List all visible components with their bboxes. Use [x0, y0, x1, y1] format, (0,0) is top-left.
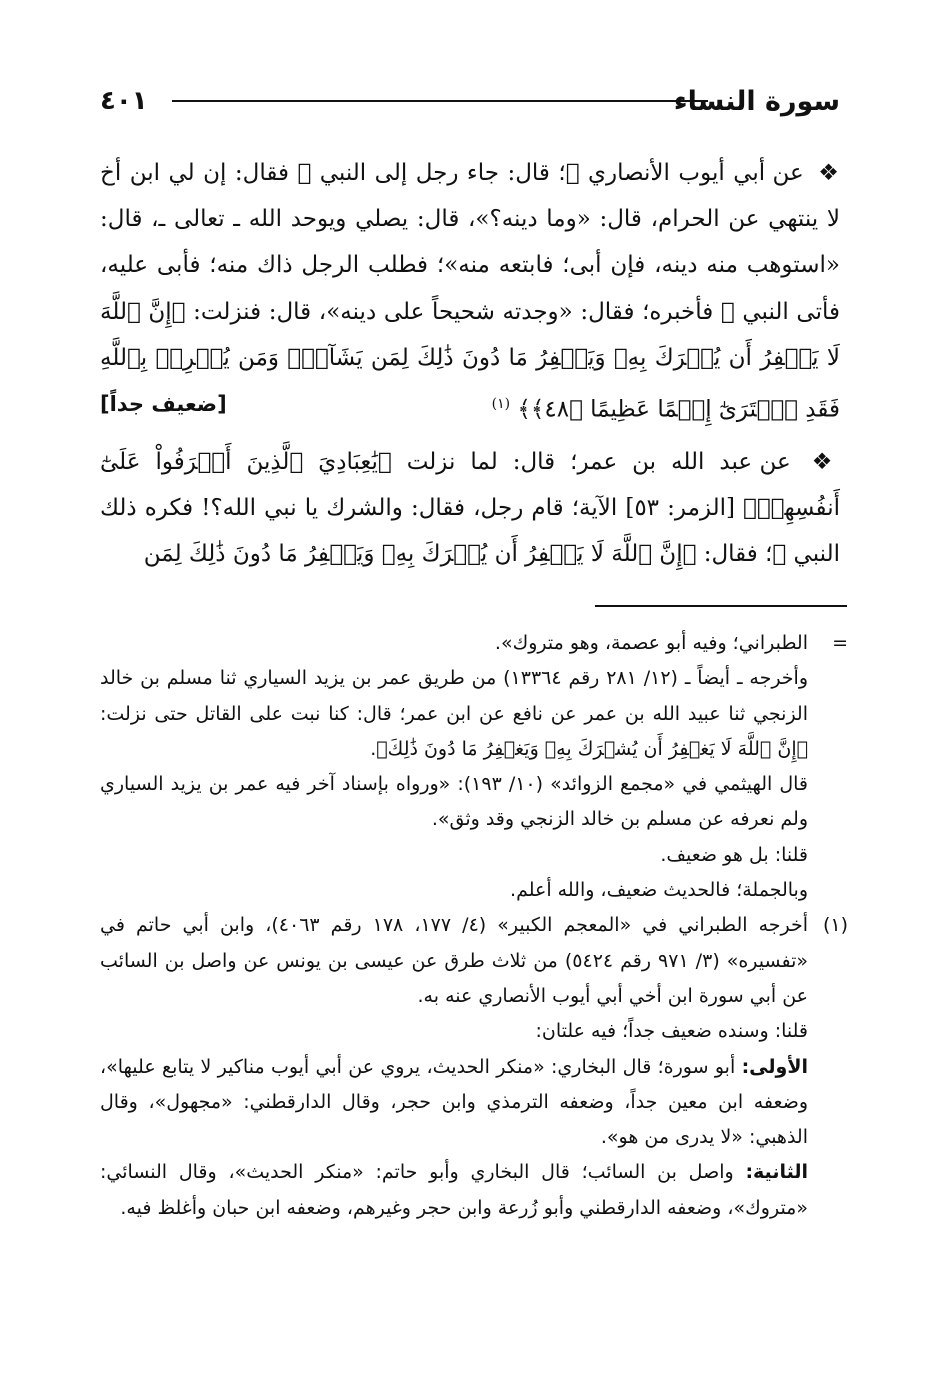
footnote-paragraph: وأخرجه ـ أيضاً ـ (١٢/ ٢٨١ رقم ١٣٣٦٤) من طريق عمر بن يزيد السياري ثنا مسلم بن خالد الزنجي ثنا عبيد الله بن عمر عن نافع عن ابن عمر؛ قال: كنا نبت على القاتل حتى نزلت: ﴿إِنَّ ٱللَّهَ لَا يَغۡفِرُ أَن يُشۡرَكَ بِهِۦ وَيَغۡفِرُ مَا دُونَ ذَٰلِكَ﴾.	[100, 667, 808, 760]
footnote-paragraph: أخرجه الطبراني في «المعجم الكبير» (٤/ ١٧٧، ١٧٨ رقم ٤٠٦٣)، وابن أبي حاتم في «تفسيره» (٣/ ٩٧١ رقم ٥٤٢٤) من ثلاث طرق عن عيسى بن يونس عن واصل بن السائب عن أبي سورة ابن أخي أبي أيوب الأنصاري عنه به.	[100, 914, 809, 1007]
hadith-text: عن عبد الله بن عمر؛ قال: لما نزلت ﴿يَٰعِبَادِيَ ٱلَّذِينَ أَسۡرَفُواْ عَلَىٰٓ أَنفُسِهِمۡ﴾ [الزمر: ٥٣] الآية؛ قام رجل، فقال: والشرك يا نبي الله؟! فكره ذلك النبي ﷺ؛ فقال: ﴿إِنَّ ٱللَّهَ لَا يَغۡفِرُ أَن يُشۡرَكَ بِهِۦ وَيَغۡفِرُ مَا دُونَ ذَٰلِكَ لِمَن	[100, 448, 840, 568]
surah-title: سورة النساء	[673, 86, 840, 117]
footnote-paragraph	[100, 1155, 808, 1226]
footnote-1	[100, 908, 848, 1226]
footnote-paragraph: قلنا: بل هو ضعيف.	[660, 843, 808, 866]
footnote-text: واصل بن السائب؛ قال البخاري وأبو حاتم: «منكر الحديث»، وقال النسائي: «متروك»، وضعفه الدارقطني وأبو زُرعة وابن حجر وغيرهم، وضعفه ابن حبان وأغلظ فيه.	[100, 1161, 808, 1219]
main-text	[100, 150, 840, 583]
page-number: ٤٠١	[100, 86, 148, 116]
footnote-lead: الأولى:	[741, 1055, 809, 1078]
footnote-separator	[595, 605, 847, 607]
footnote-paragraph: قال الهيثمي في «مجمع الزوائد» (١٠/ ١٩٣): «ورواه بإسناد آخر فيه عمر بن يزيد السياري ولم نعرفه عن مسلم بن خالد الزنجي وقد وثق».	[100, 773, 808, 831]
hadith-grade: [ضعيف جداً]	[100, 392, 227, 417]
footnotes	[100, 626, 848, 1226]
header-rule	[172, 100, 708, 102]
hadith-paragraph	[100, 439, 840, 578]
footnote-paragraph: الطبراني؛ وفيه أبو عصمة، وهو متروك».	[494, 632, 808, 654]
footnote-marker: (١)	[822, 914, 848, 937]
footnote-text: أبو سورة؛ قال البخاري: «منكر الحديث، يروي عن أبي أيوب مناكير لا يتابع عليها»، وضعفه ابن معين جداً، وضعفه الترمذي وابن حجر، وقال الدارقطني: «مجهول»، وقال الذهبي: «لا يدرى من هو».	[100, 1055, 808, 1149]
diamond-bullet-icon: ❖	[811, 448, 841, 475]
footnote-paragraph	[100, 1050, 808, 1156]
footnote-marker: =	[832, 632, 848, 654]
footnote-reference[interactable]: (١)	[491, 396, 511, 413]
footnote-continued	[100, 626, 848, 908]
footnote-lead: الثانية:	[745, 1161, 808, 1184]
hadith-paragraph	[100, 150, 840, 433]
diamond-bullet-icon: ❖	[818, 160, 841, 186]
hadith-text: عن أبي أيوب الأنصاري ﷺ؛ قال: جاء رجل إلى النبي ﷺ فقال: إن لي ابن أخ لا ينتهي عن الحرام، قال: «وما دينه؟»، قال: يصلي ويوحد الله ـ تعالى ـ، قال: «استوهب منه دينه، فإن أبى؛ فابتعه منه»؛ فطلب الرجل ذاك منه؛ فأبى عليه، فأتى النبي ﷺ فأخبره؛ فقال: «وجدته شحيحاً على دينه»، قال: فنزلت: ﴿إِنَّ ٱللَّهَ لَا يَغۡفِرُ أَن يُشۡرَكَ بِهِۦ وَيَغۡفِرُ مَا دُونَ ذَٰلِكَ لِمَن يَشَآءُۚ وَمَن يُشۡرِكۡ بِٱللَّهِ فَقَدِ ٱفۡتَرَىٰٓ إِثۡمًا عَظِيمًا ﴿٤٨﴾﴾	[100, 160, 840, 423]
footnote-paragraph: قلنا: وسنده ضعيف جداً؛ فيه علتان:	[535, 1020, 808, 1043]
running-header	[100, 84, 840, 124]
footnote-paragraph: وبالجملة؛ فالحديث ضعيف، والله أعلم.	[510, 879, 808, 902]
